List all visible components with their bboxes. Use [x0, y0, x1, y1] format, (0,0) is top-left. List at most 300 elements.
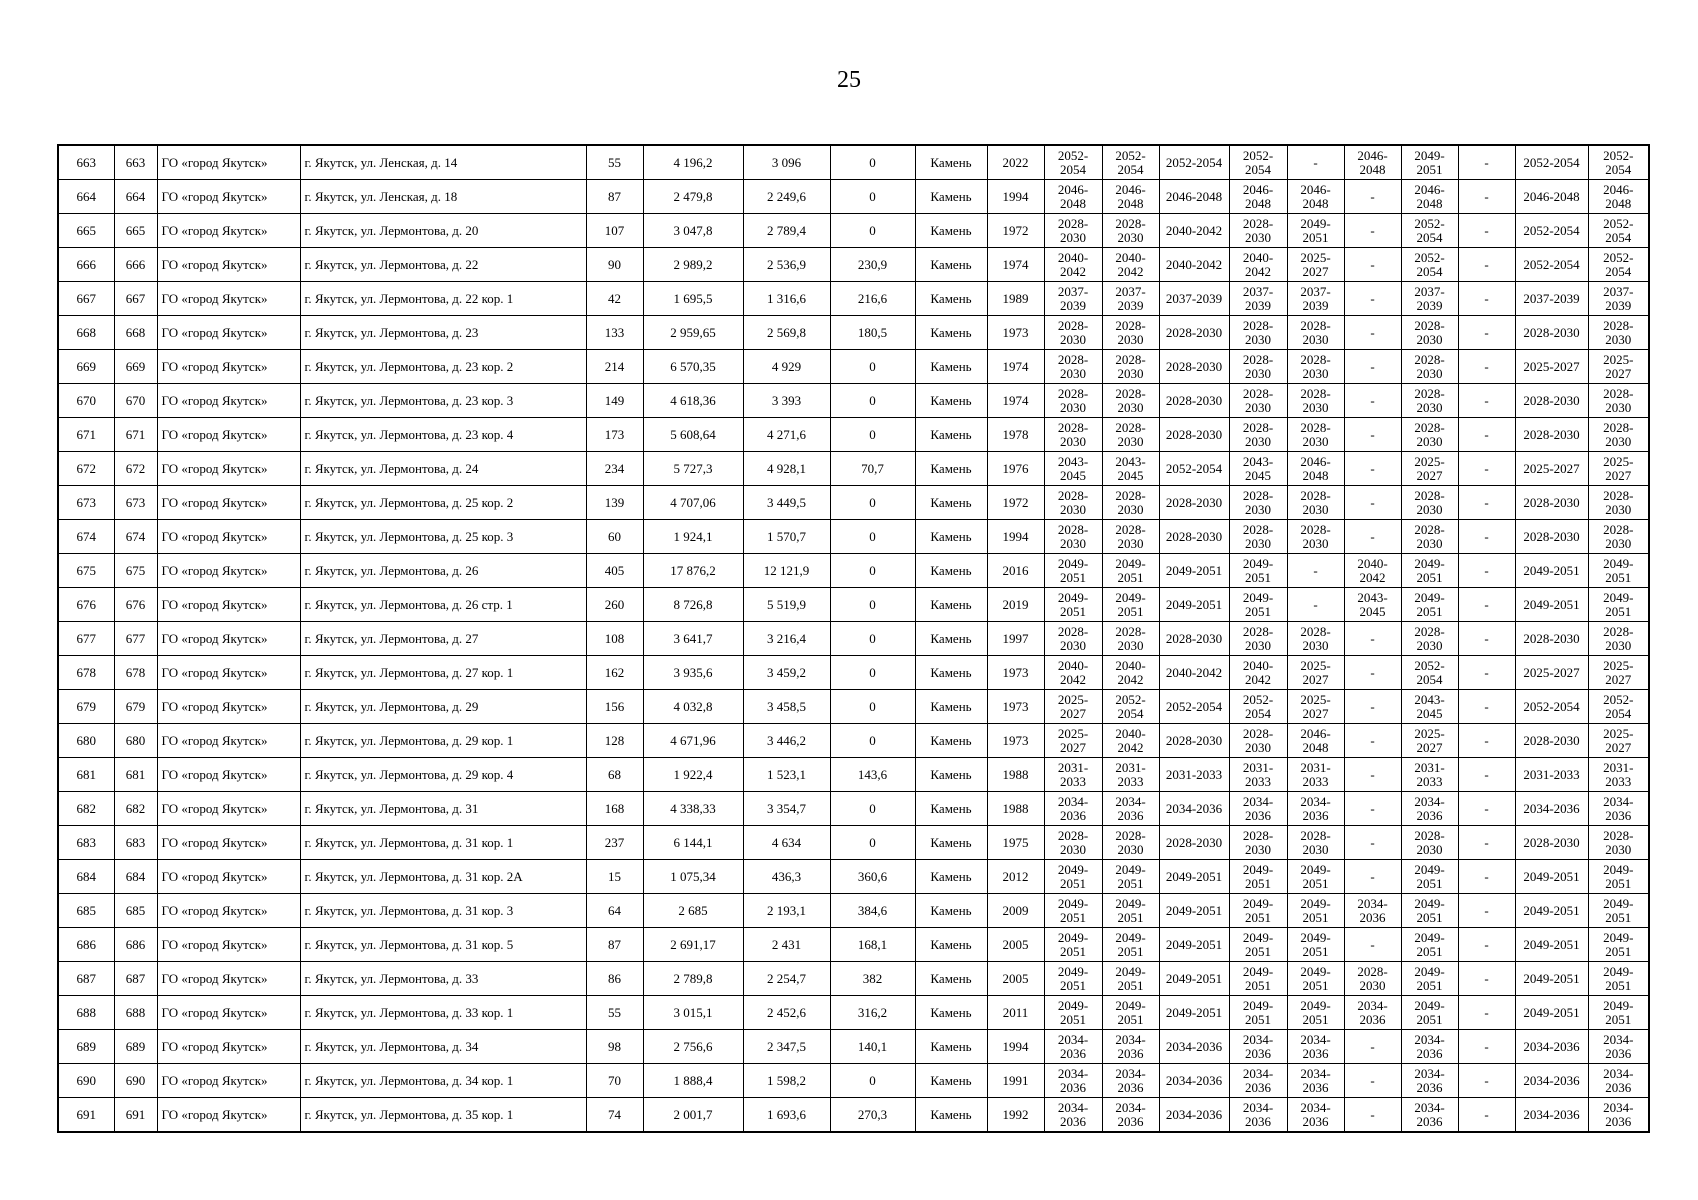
cell-period-6: 2034-2036 — [1344, 996, 1401, 1030]
cell-period-4: 2052-2054 — [1229, 690, 1287, 724]
cell-period-7: 2028-2030 — [1401, 486, 1458, 520]
cell-living-area: 2 536,9 — [743, 248, 830, 282]
cell-building-number: 691 — [114, 1098, 157, 1133]
cell-building-number: 684 — [114, 860, 157, 894]
cell-period-4: 2049-2051 — [1229, 996, 1287, 1030]
cell-building-number: 669 — [114, 350, 157, 384]
cell-row-number: 679 — [58, 690, 114, 724]
cell-period-3: 2049-2051 — [1159, 588, 1229, 622]
cell-commission-year: 2011 — [987, 996, 1044, 1030]
cell-period-9: 2046-2048 — [1515, 180, 1588, 214]
cell-period-6: - — [1344, 724, 1401, 758]
cell-municipality: ГО «город Якутск» — [157, 792, 300, 826]
cell-period-1: 2028-2030 — [1044, 350, 1102, 384]
cell-period-3: 2049-2051 — [1159, 928, 1229, 962]
cell-period-6: - — [1344, 452, 1401, 486]
cell-total-area: 1 075,34 — [643, 860, 743, 894]
cell-period-4: 2049-2051 — [1229, 894, 1287, 928]
cell-period-10: 2049-2051 — [1588, 588, 1649, 622]
cell-row-number: 666 — [58, 248, 114, 282]
cell-period-3: 2034-2036 — [1159, 1030, 1229, 1064]
cell-period-9: 2049-2051 — [1515, 996, 1588, 1030]
table-row — [58, 690, 1649, 724]
cell-period-3: 2034-2036 — [1159, 1098, 1229, 1133]
cell-residents: 42 — [586, 282, 643, 316]
cell-period-7: 2034-2036 — [1401, 1098, 1458, 1133]
cell-nonresidential-area: 143,6 — [830, 758, 915, 792]
cell-address: г. Якутск, ул. Лермонтова, д. 33 кор. 1 — [300, 996, 586, 1030]
cell-nonresidential-area: 0 — [830, 554, 915, 588]
cell-period-8: - — [1458, 996, 1515, 1030]
table-row — [58, 452, 1649, 486]
cell-period-9: 2052-2054 — [1515, 690, 1588, 724]
cell-total-area: 6 570,35 — [643, 350, 743, 384]
cell-period-7: 2025-2027 — [1401, 724, 1458, 758]
cell-wall-material: Камень — [915, 486, 987, 520]
table-body — [58, 145, 1649, 1132]
cell-period-3: 2052-2054 — [1159, 452, 1229, 486]
cell-commission-year: 1976 — [987, 452, 1044, 486]
cell-municipality: ГО «город Якутск» — [157, 384, 300, 418]
cell-period-6: - — [1344, 1030, 1401, 1064]
cell-residents: 234 — [586, 452, 643, 486]
cell-wall-material: Камень — [915, 316, 987, 350]
cell-period-1: 2049-2051 — [1044, 928, 1102, 962]
cell-period-9: 2025-2027 — [1515, 350, 1588, 384]
cell-commission-year: 2012 — [987, 860, 1044, 894]
cell-total-area: 1 924,1 — [643, 520, 743, 554]
housing-register-table — [57, 144, 1650, 1133]
cell-period-8: - — [1458, 690, 1515, 724]
cell-nonresidential-area: 0 — [830, 622, 915, 656]
cell-period-8: - — [1458, 145, 1515, 180]
cell-period-1: 2028-2030 — [1044, 486, 1102, 520]
cell-period-9: 2028-2030 — [1515, 384, 1588, 418]
cell-living-area: 1 316,6 — [743, 282, 830, 316]
cell-row-number: 668 — [58, 316, 114, 350]
cell-period-10: 2052-2054 — [1588, 248, 1649, 282]
cell-total-area: 2 959,65 — [643, 316, 743, 350]
cell-address: г. Якутск, ул. Лермонтова, д. 29 кор. 1 — [300, 724, 586, 758]
cell-row-number: 686 — [58, 928, 114, 962]
cell-address: г. Якутск, ул. Лермонтова, д. 24 — [300, 452, 586, 486]
cell-period-5: 2028-2030 — [1287, 520, 1344, 554]
cell-period-4: 2028-2030 — [1229, 384, 1287, 418]
cell-period-2: 2049-2051 — [1102, 860, 1159, 894]
cell-nonresidential-area: 0 — [830, 350, 915, 384]
cell-living-area: 4 271,6 — [743, 418, 830, 452]
cell-period-5: 2028-2030 — [1287, 350, 1344, 384]
cell-address: г. Якутск, ул. Лермонтова, д. 31 кор. 2А — [300, 860, 586, 894]
table-row — [58, 588, 1649, 622]
cell-municipality: ГО «город Якутск» — [157, 690, 300, 724]
table-row — [58, 1064, 1649, 1098]
cell-period-3: 2049-2051 — [1159, 894, 1229, 928]
cell-municipality: ГО «город Якутск» — [157, 996, 300, 1030]
cell-period-4: 2034-2036 — [1229, 792, 1287, 826]
cell-period-2: 2028-2030 — [1102, 316, 1159, 350]
table-row — [58, 554, 1649, 588]
cell-period-9: 2034-2036 — [1515, 1098, 1588, 1133]
cell-period-4: 2034-2036 — [1229, 1030, 1287, 1064]
cell-living-area: 4 928,1 — [743, 452, 830, 486]
cell-commission-year: 1994 — [987, 520, 1044, 554]
cell-nonresidential-area: 0 — [830, 520, 915, 554]
cell-period-2: 2034-2036 — [1102, 1064, 1159, 1098]
cell-address: г. Якутск, ул. Ленская, д. 18 — [300, 180, 586, 214]
cell-nonresidential-area: 0 — [830, 1064, 915, 1098]
cell-period-6: - — [1344, 384, 1401, 418]
cell-address: г. Якутск, ул. Лермонтова, д. 26 стр. 1 — [300, 588, 586, 622]
cell-period-8: - — [1458, 860, 1515, 894]
cell-total-area: 4 196,2 — [643, 145, 743, 180]
cell-living-area: 3 393 — [743, 384, 830, 418]
cell-total-area: 4 707,06 — [643, 486, 743, 520]
table-row — [58, 860, 1649, 894]
cell-row-number: 684 — [58, 860, 114, 894]
cell-nonresidential-area: 0 — [830, 588, 915, 622]
cell-period-5: - — [1287, 588, 1344, 622]
cell-row-number: 670 — [58, 384, 114, 418]
cell-total-area: 2 685 — [643, 894, 743, 928]
cell-period-4: 2043-2045 — [1229, 452, 1287, 486]
cell-period-8: - — [1458, 316, 1515, 350]
cell-building-number: 664 — [114, 180, 157, 214]
cell-address: г. Якутск, ул. Лермонтова, д. 34 кор. 1 — [300, 1064, 586, 1098]
cell-living-area: 12 121,9 — [743, 554, 830, 588]
cell-nonresidential-area: 382 — [830, 962, 915, 996]
cell-wall-material: Камень — [915, 282, 987, 316]
cell-period-3: 2028-2030 — [1159, 520, 1229, 554]
cell-commission-year: 2022 — [987, 145, 1044, 180]
cell-building-number: 677 — [114, 622, 157, 656]
cell-residents: 87 — [586, 928, 643, 962]
table-row — [58, 248, 1649, 282]
cell-period-8: - — [1458, 656, 1515, 690]
cell-period-4: 2046-2048 — [1229, 180, 1287, 214]
cell-address: г. Якутск, ул. Лермонтова, д. 25 кор. 3 — [300, 520, 586, 554]
cell-period-10: 2034-2036 — [1588, 1064, 1649, 1098]
cell-period-1: 2040-2042 — [1044, 248, 1102, 282]
cell-period-4: 2040-2042 — [1229, 656, 1287, 690]
cell-period-2: 2040-2042 — [1102, 724, 1159, 758]
cell-living-area: 1 598,2 — [743, 1064, 830, 1098]
cell-period-8: - — [1458, 826, 1515, 860]
cell-total-area: 2 001,7 — [643, 1098, 743, 1133]
cell-period-7: 2028-2030 — [1401, 316, 1458, 350]
cell-municipality: ГО «город Якутск» — [157, 962, 300, 996]
cell-period-4: 2049-2051 — [1229, 554, 1287, 588]
cell-period-3: 2040-2042 — [1159, 656, 1229, 690]
cell-residents: 55 — [586, 996, 643, 1030]
cell-municipality: ГО «город Якутск» — [157, 248, 300, 282]
cell-period-9: 2028-2030 — [1515, 826, 1588, 860]
cell-period-4: 2052-2054 — [1229, 145, 1287, 180]
cell-period-6: - — [1344, 418, 1401, 452]
cell-living-area: 2 569,8 — [743, 316, 830, 350]
cell-period-7: 2046-2048 — [1401, 180, 1458, 214]
cell-nonresidential-area: 140,1 — [830, 1030, 915, 1064]
cell-municipality: ГО «город Якутск» — [157, 860, 300, 894]
cell-period-8: - — [1458, 248, 1515, 282]
cell-period-1: 2028-2030 — [1044, 316, 1102, 350]
cell-period-9: 2028-2030 — [1515, 520, 1588, 554]
cell-municipality: ГО «город Якутск» — [157, 145, 300, 180]
cell-period-10: 2034-2036 — [1588, 792, 1649, 826]
cell-building-number: 672 — [114, 452, 157, 486]
cell-period-5: 2034-2036 — [1287, 792, 1344, 826]
cell-period-1: 2040-2042 — [1044, 656, 1102, 690]
cell-period-8: - — [1458, 418, 1515, 452]
cell-commission-year: 1972 — [987, 486, 1044, 520]
cell-period-1: 2028-2030 — [1044, 384, 1102, 418]
cell-period-1: 2049-2051 — [1044, 894, 1102, 928]
cell-living-area: 2 347,5 — [743, 1030, 830, 1064]
cell-period-7: 2028-2030 — [1401, 826, 1458, 860]
cell-period-4: 2028-2030 — [1229, 724, 1287, 758]
cell-municipality: ГО «город Якутск» — [157, 180, 300, 214]
cell-period-8: - — [1458, 962, 1515, 996]
cell-total-area: 4 032,8 — [643, 690, 743, 724]
cell-address: г. Якутск, ул. Лермонтова, д. 29 кор. 4 — [300, 758, 586, 792]
cell-period-10: 2049-2051 — [1588, 996, 1649, 1030]
cell-period-3: 2040-2042 — [1159, 248, 1229, 282]
cell-building-number: 679 — [114, 690, 157, 724]
cell-period-3: 2052-2054 — [1159, 145, 1229, 180]
cell-period-6: - — [1344, 180, 1401, 214]
cell-row-number: 674 — [58, 520, 114, 554]
cell-residents: 133 — [586, 316, 643, 350]
cell-commission-year: 1988 — [987, 792, 1044, 826]
cell-row-number: 682 — [58, 792, 114, 826]
cell-wall-material: Камень — [915, 384, 987, 418]
cell-period-4: 2031-2033 — [1229, 758, 1287, 792]
cell-wall-material: Камень — [915, 826, 987, 860]
cell-residents: 98 — [586, 1030, 643, 1064]
table-row — [58, 384, 1649, 418]
cell-period-4: 2049-2051 — [1229, 962, 1287, 996]
cell-commission-year: 1991 — [987, 1064, 1044, 1098]
cell-address: г. Якутск, ул. Лермонтова, д. 27 — [300, 622, 586, 656]
cell-row-number: 671 — [58, 418, 114, 452]
table-row — [58, 316, 1649, 350]
cell-period-10: 2049-2051 — [1588, 962, 1649, 996]
cell-period-10: 2034-2036 — [1588, 1098, 1649, 1133]
cell-building-number: 682 — [114, 792, 157, 826]
cell-period-1: 2028-2030 — [1044, 214, 1102, 248]
cell-living-area: 3 446,2 — [743, 724, 830, 758]
cell-living-area: 3 096 — [743, 145, 830, 180]
cell-period-1: 2049-2051 — [1044, 962, 1102, 996]
cell-period-7: 2028-2030 — [1401, 384, 1458, 418]
cell-period-2: 2028-2030 — [1102, 826, 1159, 860]
cell-wall-material: Камень — [915, 996, 987, 1030]
cell-residents: 108 — [586, 622, 643, 656]
cell-total-area: 2 989,2 — [643, 248, 743, 282]
cell-building-number: 678 — [114, 656, 157, 690]
cell-period-7: 2049-2051 — [1401, 928, 1458, 962]
cell-period-7: 2049-2051 — [1401, 996, 1458, 1030]
cell-total-area: 3 935,6 — [643, 656, 743, 690]
cell-period-5: 2037-2039 — [1287, 282, 1344, 316]
cell-wall-material: Камень — [915, 554, 987, 588]
cell-period-6: - — [1344, 316, 1401, 350]
cell-residents: 55 — [586, 145, 643, 180]
cell-period-9: 2034-2036 — [1515, 1030, 1588, 1064]
cell-total-area: 3 015,1 — [643, 996, 743, 1030]
cell-period-1: 2049-2051 — [1044, 996, 1102, 1030]
cell-residents: 74 — [586, 1098, 643, 1133]
cell-period-4: 2028-2030 — [1229, 486, 1287, 520]
cell-period-1: 2028-2030 — [1044, 622, 1102, 656]
cell-period-7: 2049-2051 — [1401, 588, 1458, 622]
cell-living-area: 4 929 — [743, 350, 830, 384]
cell-row-number: 665 — [58, 214, 114, 248]
cell-period-3: 2028-2030 — [1159, 486, 1229, 520]
cell-period-9: 2028-2030 — [1515, 316, 1588, 350]
cell-period-5: 2028-2030 — [1287, 826, 1344, 860]
cell-row-number: 672 — [58, 452, 114, 486]
cell-commission-year: 1994 — [987, 1030, 1044, 1064]
cell-period-7: 2034-2036 — [1401, 1064, 1458, 1098]
cell-nonresidential-area: 0 — [830, 792, 915, 826]
cell-period-10: 2031-2033 — [1588, 758, 1649, 792]
cell-period-10: 2049-2051 — [1588, 554, 1649, 588]
cell-wall-material: Камень — [915, 588, 987, 622]
cell-residents: 168 — [586, 792, 643, 826]
cell-total-area: 2 691,17 — [643, 928, 743, 962]
cell-period-1: 2025-2027 — [1044, 690, 1102, 724]
cell-residents: 64 — [586, 894, 643, 928]
cell-period-5: 2049-2051 — [1287, 996, 1344, 1030]
cell-period-6: 2043-2045 — [1344, 588, 1401, 622]
cell-row-number: 689 — [58, 1030, 114, 1064]
cell-period-8: - — [1458, 1098, 1515, 1133]
table-row — [58, 826, 1649, 860]
cell-nonresidential-area: 316,2 — [830, 996, 915, 1030]
cell-period-4: 2049-2051 — [1229, 928, 1287, 962]
cell-address: г. Якутск, ул. Лермонтова, д. 22 — [300, 248, 586, 282]
cell-total-area: 2 789,8 — [643, 962, 743, 996]
cell-period-10: 2052-2054 — [1588, 214, 1649, 248]
cell-living-area: 3 216,4 — [743, 622, 830, 656]
cell-living-area: 2 452,6 — [743, 996, 830, 1030]
cell-period-5: 2049-2051 — [1287, 928, 1344, 962]
cell-residents: 149 — [586, 384, 643, 418]
cell-commission-year: 1972 — [987, 214, 1044, 248]
cell-residents: 173 — [586, 418, 643, 452]
cell-period-1: 2046-2048 — [1044, 180, 1102, 214]
cell-municipality: ГО «город Якутск» — [157, 316, 300, 350]
table-row — [58, 622, 1649, 656]
cell-period-8: - — [1458, 180, 1515, 214]
cell-period-7: 2043-2045 — [1401, 690, 1458, 724]
cell-period-10: 2028-2030 — [1588, 316, 1649, 350]
cell-total-area: 8 726,8 — [643, 588, 743, 622]
cell-building-number: 674 — [114, 520, 157, 554]
cell-period-9: 2052-2054 — [1515, 214, 1588, 248]
cell-period-6: - — [1344, 1098, 1401, 1133]
cell-period-7: 2037-2039 — [1401, 282, 1458, 316]
cell-period-10: 2028-2030 — [1588, 826, 1649, 860]
cell-period-1: 2049-2051 — [1044, 554, 1102, 588]
cell-building-number: 689 — [114, 1030, 157, 1064]
cell-wall-material: Камень — [915, 792, 987, 826]
cell-residents: 139 — [586, 486, 643, 520]
cell-period-4: 2028-2030 — [1229, 316, 1287, 350]
cell-commission-year: 2005 — [987, 928, 1044, 962]
cell-period-2: 2028-2030 — [1102, 622, 1159, 656]
cell-residents: 70 — [586, 1064, 643, 1098]
cell-period-5: 2031-2033 — [1287, 758, 1344, 792]
cell-period-7: 2034-2036 — [1401, 1030, 1458, 1064]
table-row — [58, 350, 1649, 384]
cell-period-9: 2028-2030 — [1515, 724, 1588, 758]
cell-building-number: 681 — [114, 758, 157, 792]
cell-period-7: 2028-2030 — [1401, 350, 1458, 384]
cell-total-area: 2 479,8 — [643, 180, 743, 214]
cell-period-8: - — [1458, 214, 1515, 248]
cell-period-6: - — [1344, 826, 1401, 860]
cell-period-3: 2046-2048 — [1159, 180, 1229, 214]
cell-period-3: 2031-2033 — [1159, 758, 1229, 792]
cell-living-area: 2 789,4 — [743, 214, 830, 248]
cell-row-number: 678 — [58, 656, 114, 690]
cell-row-number: 664 — [58, 180, 114, 214]
cell-wall-material: Камень — [915, 962, 987, 996]
cell-period-8: - — [1458, 758, 1515, 792]
cell-nonresidential-area: 168,1 — [830, 928, 915, 962]
cell-period-5: 2025-2027 — [1287, 248, 1344, 282]
cell-period-8: - — [1458, 486, 1515, 520]
cell-period-6: - — [1344, 214, 1401, 248]
cell-period-9: 2025-2027 — [1515, 656, 1588, 690]
cell-period-6: - — [1344, 350, 1401, 384]
cell-living-area: 2 249,6 — [743, 180, 830, 214]
cell-period-10: 2034-2036 — [1588, 1030, 1649, 1064]
cell-commission-year: 1974 — [987, 248, 1044, 282]
cell-period-9: 2049-2051 — [1515, 962, 1588, 996]
cell-period-2: 2043-2045 — [1102, 452, 1159, 486]
cell-period-8: - — [1458, 452, 1515, 486]
cell-wall-material: Камень — [915, 145, 987, 180]
cell-period-5: 2049-2051 — [1287, 962, 1344, 996]
cell-period-5: 2028-2030 — [1287, 622, 1344, 656]
cell-municipality: ГО «город Якутск» — [157, 486, 300, 520]
cell-address: г. Якутск, ул. Лермонтова, д. 23 — [300, 316, 586, 350]
cell-building-number: 688 — [114, 996, 157, 1030]
cell-period-10: 2028-2030 — [1588, 520, 1649, 554]
cell-commission-year: 1988 — [987, 758, 1044, 792]
cell-municipality: ГО «город Якутск» — [157, 418, 300, 452]
cell-period-6: - — [1344, 248, 1401, 282]
cell-period-7: 2025-2027 — [1401, 452, 1458, 486]
cell-period-4: 2037-2039 — [1229, 282, 1287, 316]
cell-period-3: 2049-2051 — [1159, 860, 1229, 894]
cell-period-7: 2052-2054 — [1401, 214, 1458, 248]
cell-period-8: - — [1458, 724, 1515, 758]
cell-period-3: 2034-2036 — [1159, 792, 1229, 826]
cell-period-3: 2028-2030 — [1159, 826, 1229, 860]
cell-nonresidential-area: 270,3 — [830, 1098, 915, 1133]
cell-municipality: ГО «город Якутск» — [157, 554, 300, 588]
cell-building-number: 690 — [114, 1064, 157, 1098]
cell-period-3: 2028-2030 — [1159, 418, 1229, 452]
cell-period-10: 2028-2030 — [1588, 622, 1649, 656]
table-row — [58, 724, 1649, 758]
cell-period-8: - — [1458, 622, 1515, 656]
cell-period-3: 2049-2051 — [1159, 962, 1229, 996]
